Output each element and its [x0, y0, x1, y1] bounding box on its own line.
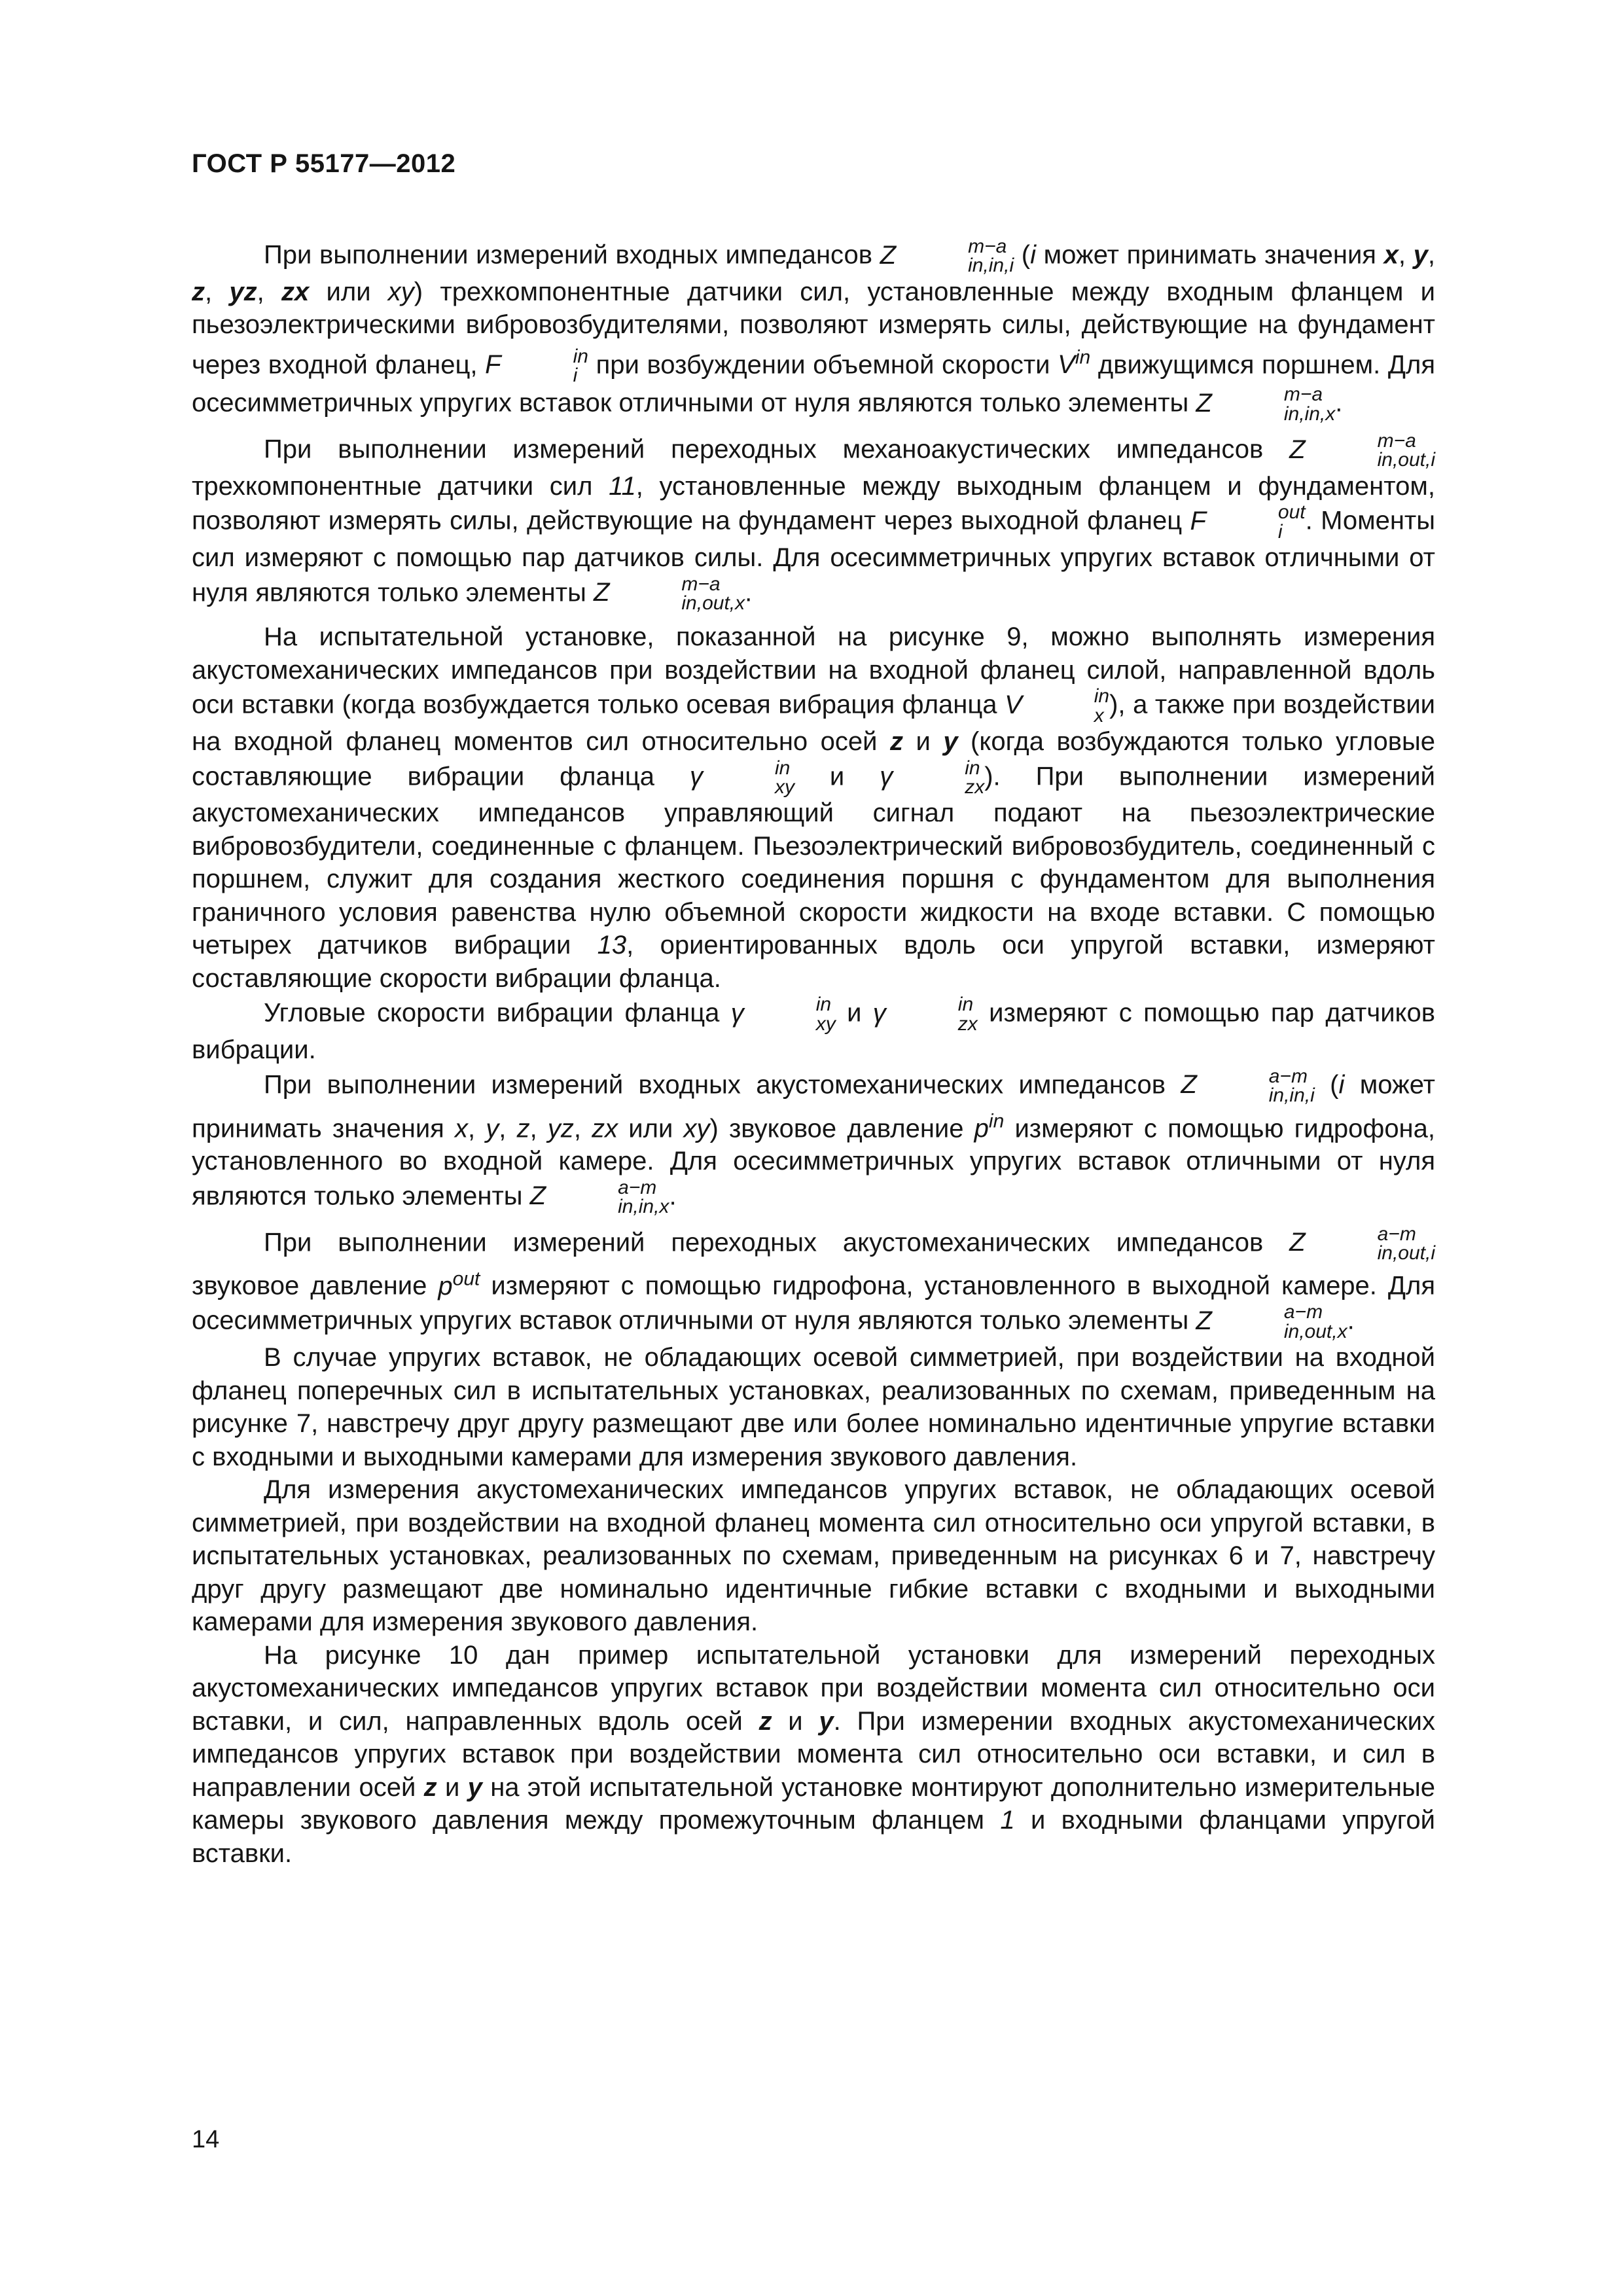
formula-gamma-in-zx: γ in zx [880, 757, 985, 798]
formula-f-out-i: F out i [1190, 501, 1306, 543]
formula-p-in: $p^{in}$ [974, 1110, 1005, 1143]
formula-z-am-in-in-x: Z a−m in,in,x [529, 1176, 669, 1218]
paragraph-8: Для измерения акустомеханических импедансов упругих вставок, не обладающих осевой симметрией, при воздействии на входной фланец момента сил относительно оси упругой вставки, в испытательных установках, реализованных по схемам, приведенным на рисунках 6 и 7, навстречу друг другу размещают две номинально идентичные гибкие вставки с входными и выходными камерами для измерения звукового давления. [192, 1475, 1435, 1637]
formula-v-in: $V^{in}$ [1058, 346, 1091, 380]
formula-z-ma-in-in-i: Z m−a in,in,i [880, 236, 1014, 277]
formula-gamma-in-zx-2: γ in zx [872, 994, 978, 1035]
paragraph-6: При выполнении измерений переходных акустомеханических импедансов Z a−m in,out,i звуковое давление $p^{out}$ измеряют с помощью гидрофона, установленного в выходной камере. Для осесимметричных упругих вставок отличными от нуля являются только элементы Z a−m in,out,x . [192, 1223, 1436, 1342]
paragraph-5: При выполнении измерений входных акустомеханических импедансов Z a−m in,in,i (i может принимать значения x, y, z, yz, zx или xy) звуковое давление $p^{in}$ измеряют с помощью гидрофона, установленного во входной камере. Для осесимметричных упругих вставок отличными от нуля являются только элементы Z a−m in,in,x . [192, 1065, 1436, 1218]
formula-z-ma-in-out-i: Z m−a in,out,i [1289, 430, 1435, 471]
paragraph-1: При выполнении измерений входных импедансов Z m−a in,in,i (i может принимать значения x, y, z, yz, zx или xy) трехкомпонентные датчики сил, установленные между входным фланцем и пьезоэлектрическими вибровозбудителями, позволяют измерять силы, действующие на фундамент через входной фланец, F in i при возбуждении объемной скорости $V^{in}$ движущимся поршнем. Для осесимметричных упругих вставок отличными от нуля являются только элементы Z m−a in,in,x . [192, 236, 1436, 425]
formula-z-am-in-in-i: Z a−m in,in,i [1181, 1065, 1315, 1107]
formula-z-am-in-out-x: Z a−m in,out,x [1196, 1301, 1347, 1342]
page-number: 14 [192, 2126, 220, 2153]
formula-p-out: $p^{out}$ [438, 1268, 480, 1300]
formula-gamma-in-xy-2: γ in xy [730, 994, 836, 1035]
formula-f-in-i: F in i [485, 345, 588, 386]
formula-z-ma-in-in-x: Z m−a in,in,x [1196, 384, 1336, 425]
formula-v-in-x: V in x [1005, 685, 1110, 726]
formula-z-am-in-out-i: Z a−m in,out,i [1289, 1223, 1435, 1265]
paragraph-7: В случае упругих вставок, не обладающих осевой симметрией, при воздействии на входной фланец поперечных сил в испытательных установках, реализованных по схемам, приведенным на рисунке 7, навстречу друг другу размещают две или более номинально идентичные упругие вставки с входными и выходными камерами для измерения звукового давления. [192, 1343, 1435, 1471]
page-header-standard: ГОСТ Р 55177—2012 [192, 149, 456, 178]
formula-gamma-in-xy: γ in xy [689, 757, 794, 798]
paragraph-3: На испытательной установке, показанной на рисунке 9, можно выполнять измерения акустомеханических импедансов при воздействии на входной фланец силой, направленной вдоль оси вставки (когда возбуждается только осевая вибрация фланца V in x ), а также при воздействии на входной фланец моментов сил относительно осей z и y (когда возбуждаются только угловые составляющие вибрации фланца γ in xy и γ in zx ). При выполнении измерений акустомеханических импедансов управляющий сигнал подают на пьезоэлектрические вибровозбудители, соединенные с фланцем. Пьезоэлектрический вибровозбудитель, соединенный с поршнем, служит для создания жесткого соединения поршня с фундаментом для выполнения граничного условия равенства нулю объемной скорости жидкости на входе вставки. С помощью четырех датчиков вибрации 13, ориентированных вдоль оси упругой вставки, измеряют составляющие скорости вибрации фланца. [192, 622, 1436, 993]
paragraph-4: Угловые скорости вибрации фланца γ in xy и γ in zx измеряют с помощью пар датчиков вибрации. [192, 994, 1435, 1065]
paragraph-2: При выполнении измерений переходных механоакустических импедансов Z m−a in,out,i трехкомпонентные датчики сил 11, установленные между выходным фланцем и фундаментом, позволяют измерять силы, действующие на фундамент через выходной фланец F out i . Моменты сил измеряют с помощью пар датчиков силы. Для осесимметричных упругих вставок отличными от нуля являются только элементы Z m−a in,out,x . [192, 430, 1435, 615]
document-body [192, 237, 1435, 1870]
formula-z-ma-in-out-x: Z m−a in,out,x [593, 573, 745, 615]
paragraph-9: На рисунке 10 дан пример испытательной установки для измерений переходных акустомеханических импедансов упругих вставок при воздействии момента сил относительно оси вставки, и сил, направленных вдоль осей z и y. При измерении входных акустомеханических импедансов упругих вставок при воздействии момента сил относительно оси вставки, и сил в направлении осей z и y на этой испытательной установке монтируют дополнительно измерительные камеры звукового давления между промежуточным фланцем 1 и входными фланцами упругой вставки. [192, 1640, 1436, 1868]
